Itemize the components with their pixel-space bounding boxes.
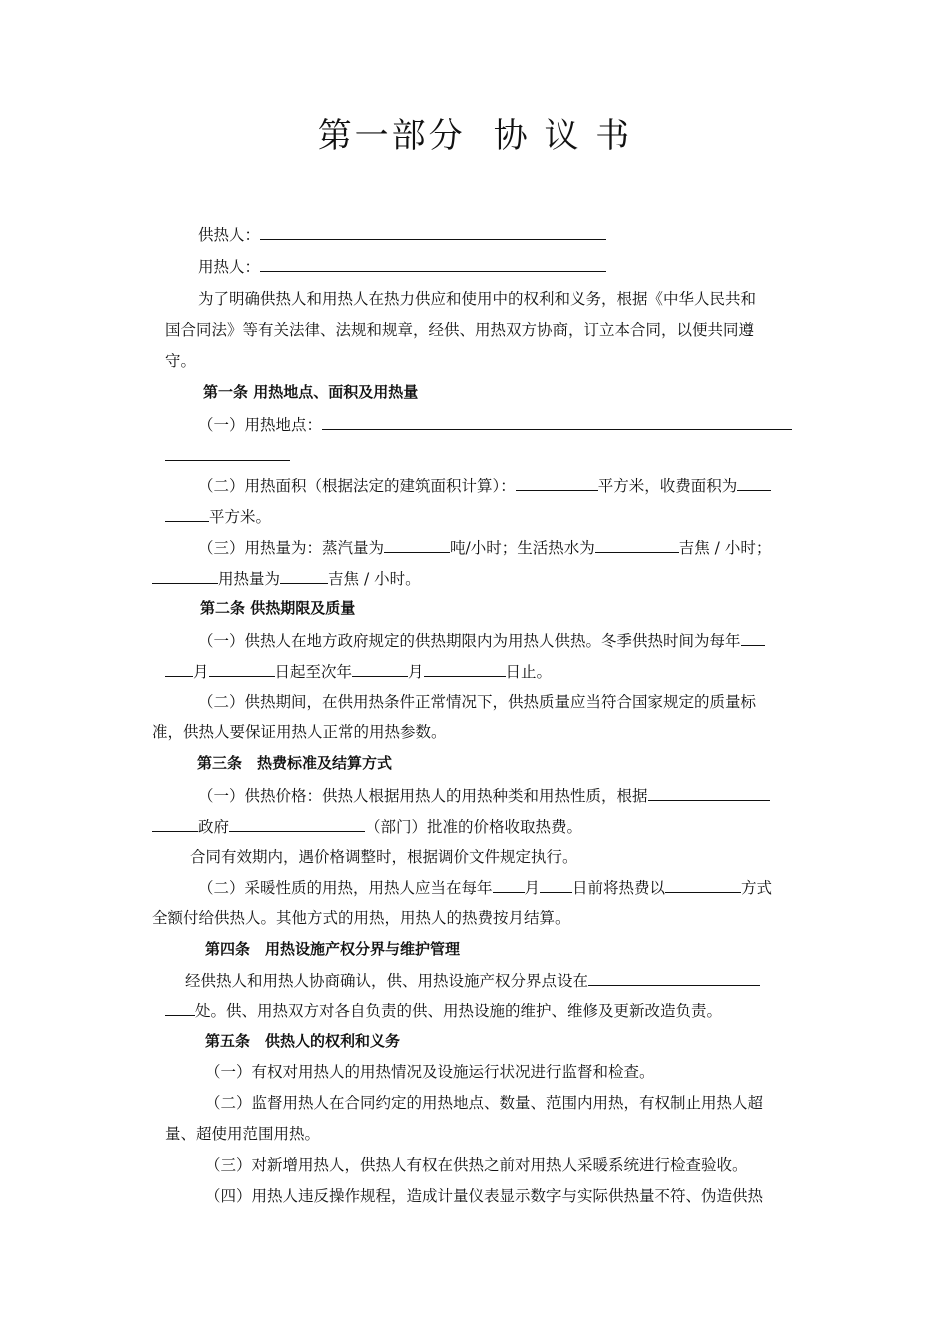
art3-item1-text-a: （一）供热价格：供热人根据用热人的用热种类和用热性质，根据 [198,787,648,805]
start-day-blank [209,661,275,677]
hot-water-blank [595,537,679,553]
art5-item1: （一）有权对用热人的用热情况及设施运行状况进行监督和检查。 [205,1063,655,1081]
start-month-blank [741,630,765,646]
boundary-blank [588,970,760,986]
article-3-heading: 第三条 热费标准及结算方式 [197,754,393,772]
title-name: 协 议 书 [493,116,633,156]
location-blank [322,414,792,430]
art2-item2-line-2: 准，供热人要保证用热人正常的用热参数。 [152,723,447,741]
art3-item1 [198,785,770,806]
art1-item2-text-a: （二）用热面积（根据法定的建筑面积计算）： [198,477,516,495]
art2-item1-cont [165,661,552,682]
art1-item2 [198,475,771,496]
art2-item1-text-d: 月 [408,663,424,681]
supplier-blank [260,224,606,240]
start-month-blank-cont [165,661,193,677]
art5-item2-line-2: 量、超使用范围用热。 [165,1125,321,1143]
art1-item3-cont [152,568,421,589]
art4-line-2-text: 处。供、用热双方对各自负责的供、用热设施的维护、维修及更新改造负责。 [195,1002,723,1020]
art3-item1-text-c: （部门）批准的价格收取热费。 [365,818,583,836]
intro-line-2: 国合同法》等有关法律、法规和规章，经供、用热双方协商，订立本合同，以便共同遵 [165,321,755,339]
department-blank [229,816,365,832]
art1-item1 [198,414,792,435]
art1-item3-text-d: 用热量为 [218,570,281,588]
heat-type-blank [152,568,218,584]
user-blank [260,256,606,272]
steam-blank [384,537,450,553]
art1-item3 [198,537,771,558]
end-day-blank [424,661,506,677]
art2-item1 [198,630,765,651]
end-month-blank [352,661,408,677]
title-part: 第一部分 [317,116,466,156]
heat-amount-blank [280,568,328,584]
article-2-heading: 第二条 供热期限及质量 [200,599,356,617]
art2-item1-text-a: （一）供热人在地方政府规定的供热期限内为用热人供热。冬季供热时间为每年 [198,632,741,650]
art3-item1-cont [152,816,582,837]
art1-item2-cont [165,506,271,527]
art4-line-1 [185,970,760,991]
art5-item3: （三）对新增用热人，供热人有权在供热之前对用热人采暖系统进行检查验收。 [205,1156,748,1174]
art3-item1-text-b: 政府 [198,818,230,836]
art1-item3-text-c: 吉焦 / 小时； [678,539,772,557]
supplier-label: 供热人： [198,226,261,244]
intro-line-1: 为了明确供热人和用热人在热力供应和使用中的权利和义务，根据《中华人民共和 [198,290,757,308]
location-blank-cont [165,445,290,461]
page-title [0,108,950,157]
art5-item4: （四）用热人违反操作规程，造成计量仪表显示数字与实际供热量不符、伪造供热 [205,1187,764,1205]
article-5-heading: 第五条 供热人的权利和义务 [205,1032,401,1050]
charge-area-blank [737,475,771,491]
art1-item2-text-c: 平方米。 [209,508,272,526]
art2-item1-text-e: 日止。 [505,663,553,681]
pay-month-blank [493,877,525,893]
article-1-heading: 第一条 用热地点、面积及用热量 [203,383,419,401]
art3-note: 合同有效期内，遇价格调整时，根据调价文件规定执行。 [190,848,578,866]
pay-method-blank [665,877,741,893]
art3-item2-line-2: 全额付给供热人。其他方式的用热，用热人的热费按月结算。 [152,909,571,927]
art2-item2-line-1: （二）供热期间，在供用热条件正常情况下，供热质量应当符合国家规定的质量标 [198,693,757,711]
intro-line-3: 守。 [165,352,197,370]
art2-item1-text-c: 日起至次年 [274,663,353,681]
charge-area-blank-cont [165,506,209,522]
art1-item3-text-e: 吉焦 / 小时。 [328,570,421,588]
supplier-line [198,224,606,245]
art1-item1-text: （一）用热地点： [198,416,323,434]
art2-item1-text-b: 月 [193,663,209,681]
boundary-blank-cont [165,1000,195,1016]
art1-item3-text-a: （三）用热量为：蒸汽量为 [198,539,385,557]
art1-item3-text-b: 吨/小时；生活热水为 [450,539,595,557]
art3-item2-text-d: 方式 [741,879,773,897]
art3-item2-text-c: 日前将热费以 [572,879,666,897]
pay-day-blank [540,877,572,893]
article-4-heading: 第四条 用热设施产权分界与维护管理 [205,940,461,958]
user-label: 用热人： [198,258,261,276]
art3-item2-text-a: （二）采暖性质的用热，用热人应当在每年 [198,879,493,897]
price-basis-blank-cont [152,816,198,832]
art5-item2-line-1: （二）监督用热人在合同约定的用热地点、数量、范围内用热，有权制止用热人超 [205,1094,764,1112]
art3-item2-text-b: 月 [524,879,541,897]
area-blank [516,475,598,491]
art1-item2-text-b: 平方米，收费面积为 [597,477,738,495]
user-line [198,256,606,277]
art1-item1-cont [165,445,290,466]
art4-line-1-text: 经供热人和用热人协商确认，供、用热设施产权分界点设在 [185,972,589,990]
art4-line-2 [165,1000,722,1021]
price-basis-blank [648,785,770,801]
art3-item2 [198,877,772,898]
